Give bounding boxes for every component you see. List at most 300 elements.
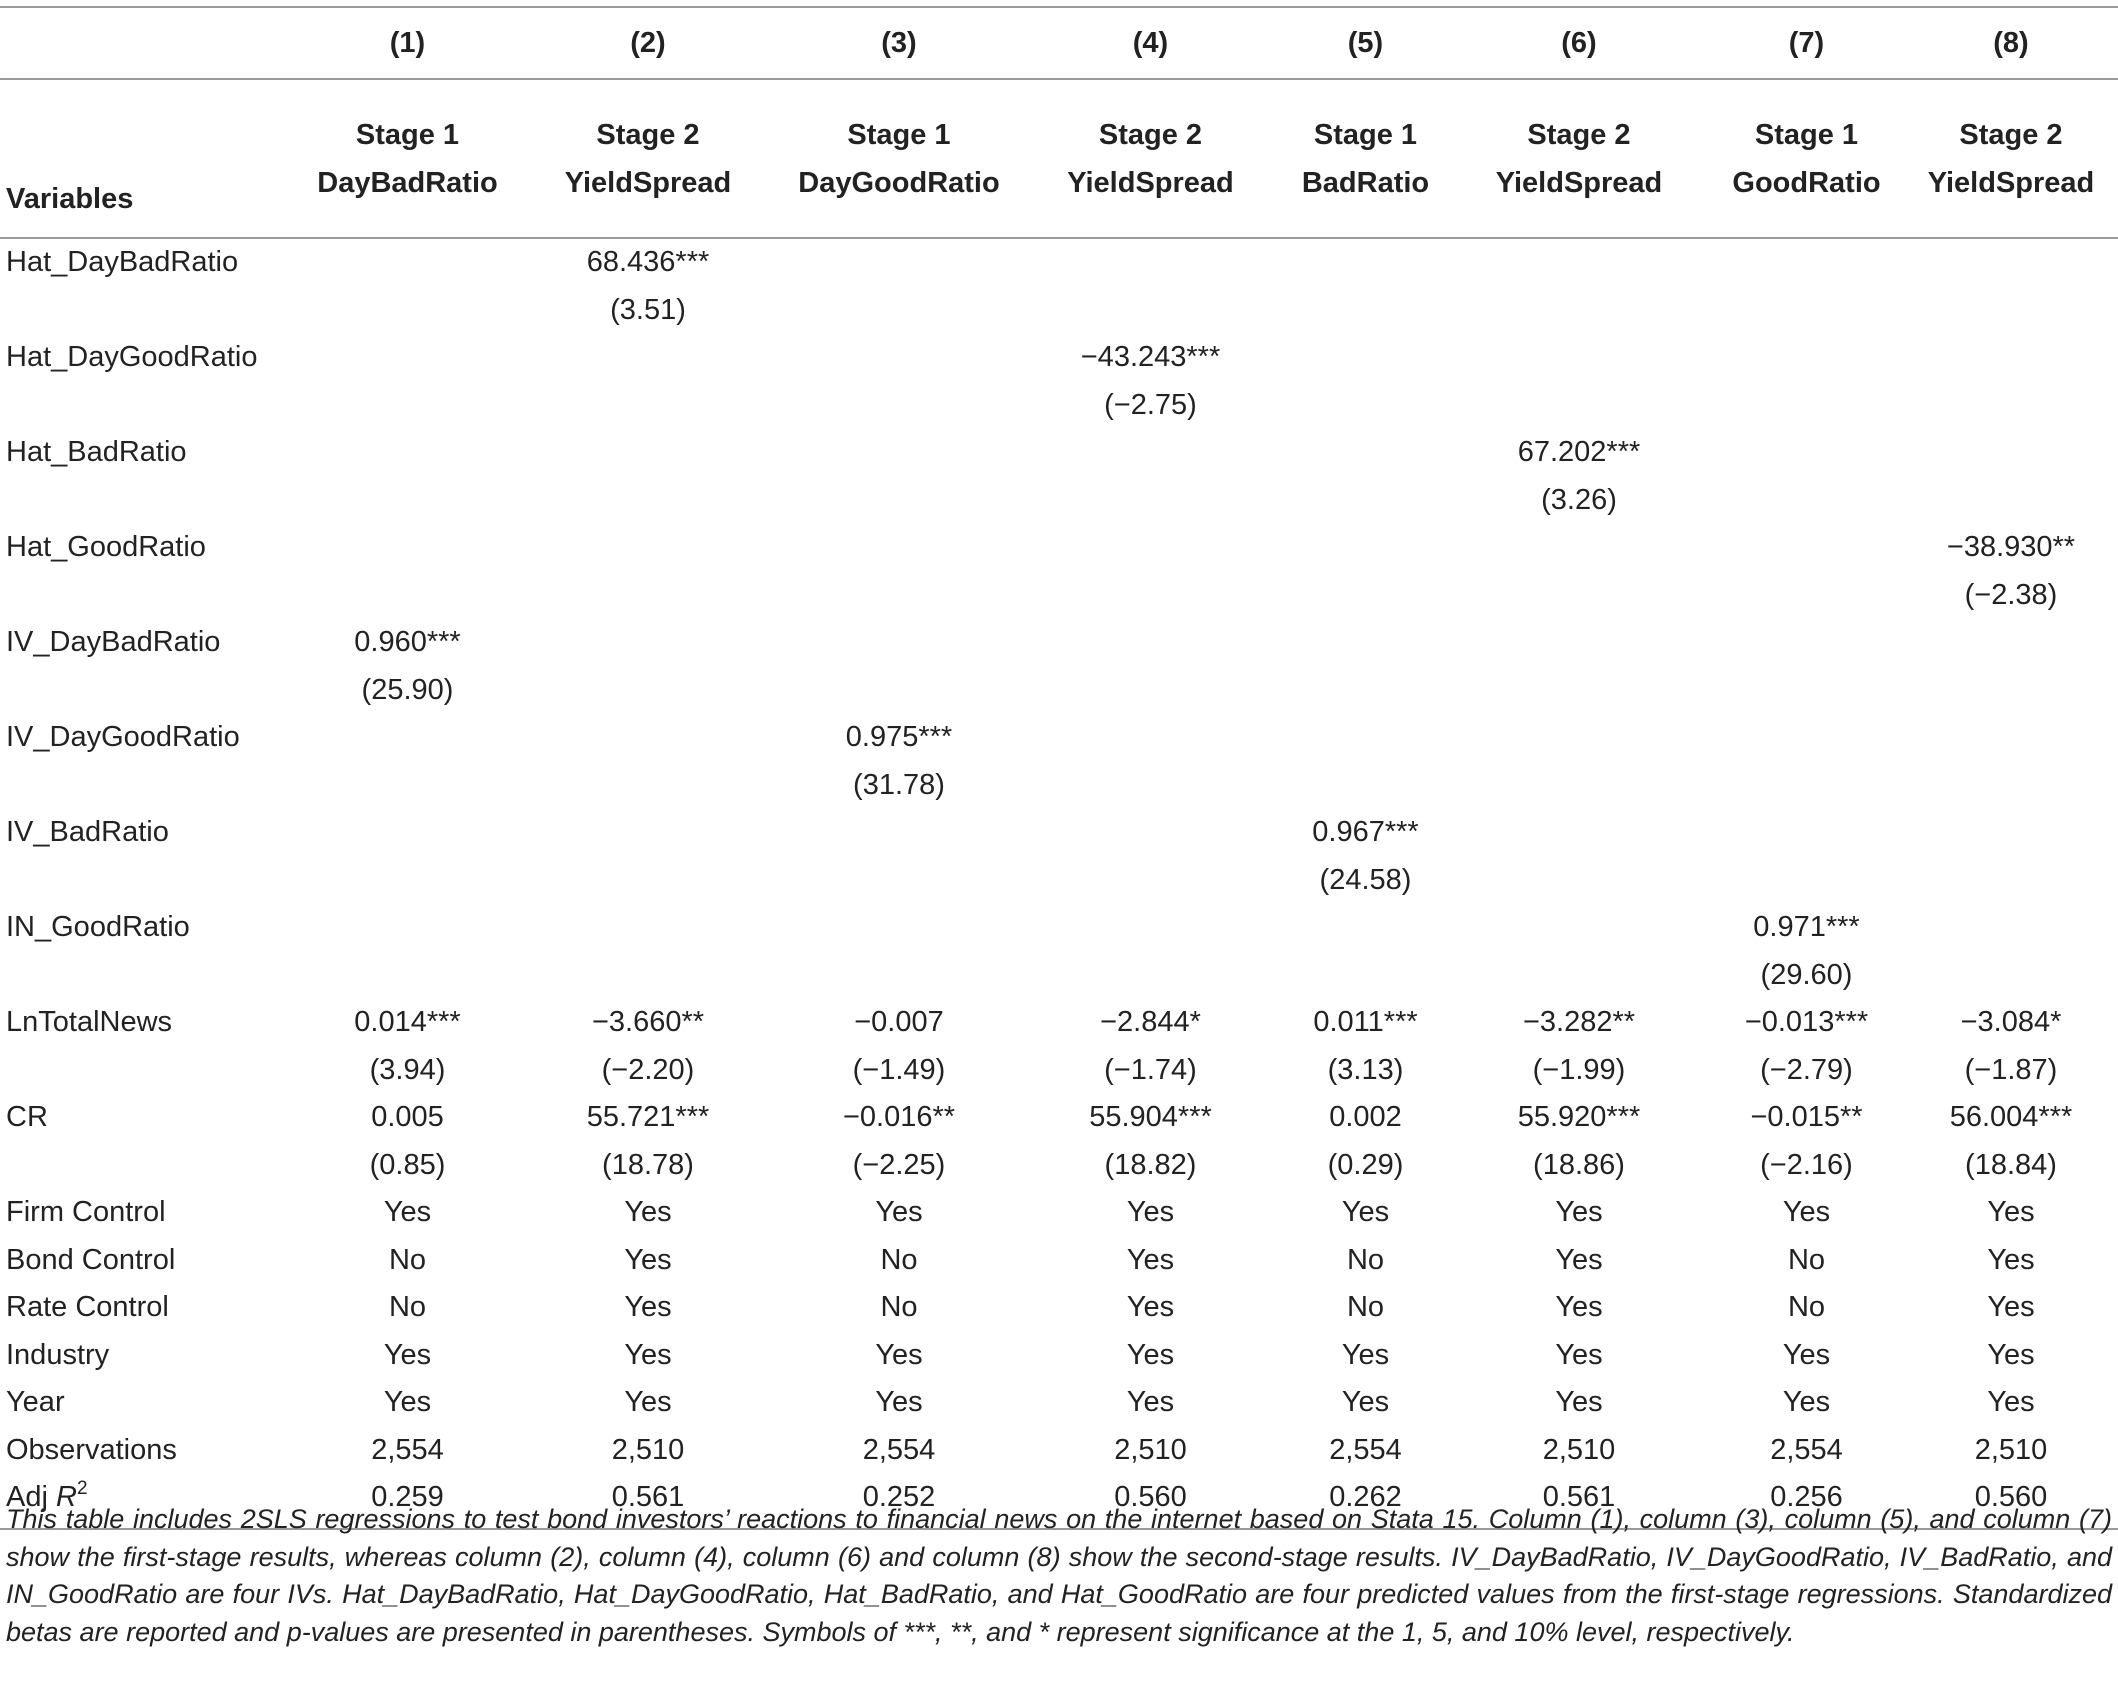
statistic-cell xyxy=(1904,477,2118,525)
coefficient-cell xyxy=(1449,714,1709,762)
statistic-cell xyxy=(1904,762,2118,810)
control-cell: Yes xyxy=(1782,1338,1831,1371)
column-stage-label: Stage 2 xyxy=(596,118,700,151)
column-dependent-variable: YieldSpread xyxy=(564,166,732,199)
statistic-row xyxy=(0,287,2118,335)
statistic-cell: (−2.25) xyxy=(852,1148,946,1181)
statistic-cell xyxy=(1709,477,1904,525)
statistic-cell xyxy=(779,857,1019,905)
control-cell: Yes xyxy=(1126,1291,1175,1324)
statistic-cell: (−2.79) xyxy=(1760,1053,1853,1086)
statistic-row xyxy=(0,667,2118,715)
control-cell: Yes xyxy=(383,1196,432,1229)
coefficient-cell xyxy=(779,524,1019,572)
coefficient-cell xyxy=(1904,714,2118,762)
coefficient-cell xyxy=(1019,809,1282,857)
column-stage-label: Stage 2 xyxy=(1959,118,2063,151)
coefficient-cell xyxy=(1019,714,1282,762)
column-header xyxy=(1449,79,1709,238)
statistic-row xyxy=(0,762,2118,810)
control-cell: Yes xyxy=(624,1338,672,1371)
variable-name: Industry xyxy=(6,1338,110,1371)
control-cell: No xyxy=(880,1243,918,1276)
control-cell: Yes xyxy=(1987,1386,2035,1419)
adj-r2-prefix: Adj xyxy=(6,1481,56,1514)
coefficient-cell xyxy=(1904,619,2118,667)
statistic-cell xyxy=(1282,382,1449,430)
coefficient-cell: 0.002 xyxy=(1329,1101,1402,1134)
coefficient-cell xyxy=(1709,524,1904,572)
statistic-cell xyxy=(1019,287,1282,335)
variable-name-blank xyxy=(0,477,298,525)
coefficient-cell xyxy=(517,809,779,857)
adj-r2-cell: 0.262 xyxy=(1282,1474,1449,1529)
coefficient-cell xyxy=(1019,238,1282,287)
control-row xyxy=(0,1427,2118,1475)
column-header xyxy=(517,79,779,238)
coefficient-cell xyxy=(1282,524,1449,572)
statistic-cell xyxy=(1449,572,1709,620)
control-cell: Yes xyxy=(875,1386,923,1419)
statistic-cell: (18.84) xyxy=(1965,1148,2057,1181)
statistic-cell xyxy=(1709,572,1904,620)
variable-name: LnTotalNews xyxy=(6,1006,173,1039)
control-cell: Yes xyxy=(1555,1291,1603,1324)
coefficient-cell xyxy=(298,238,517,287)
coefficient-cell xyxy=(779,334,1019,382)
statistic-cell: (−2.16) xyxy=(1760,1148,1853,1181)
coefficient-row xyxy=(0,1094,2118,1142)
coefficient-cell xyxy=(1019,619,1282,667)
coefficient-row xyxy=(0,334,2118,382)
coefficient-cell xyxy=(1282,714,1449,762)
column-header xyxy=(1709,79,1904,238)
statistic-cell xyxy=(1282,572,1449,620)
statistic-cell xyxy=(1904,857,2118,905)
statistic-cell xyxy=(517,667,779,715)
coefficient-cell xyxy=(1709,238,1904,287)
control-cell: Yes xyxy=(1782,1196,1831,1229)
statistic-cell: (−2.20) xyxy=(601,1053,695,1086)
control-cell: Yes xyxy=(383,1386,432,1419)
coefficient-cell xyxy=(1709,429,1904,477)
column-header-row xyxy=(0,79,2118,238)
control-cell: Yes xyxy=(1555,1338,1603,1371)
statistic-row xyxy=(0,1047,2118,1095)
statistic-row xyxy=(0,382,2118,430)
coefficient-cell: 68.436*** xyxy=(586,246,710,279)
column-number-blank xyxy=(0,8,298,79)
statistic-cell xyxy=(1904,667,2118,715)
coefficient-cell: 0.005 xyxy=(371,1101,444,1134)
statistic-cell xyxy=(1709,382,1904,430)
coefficient-cell xyxy=(779,238,1019,287)
coefficient-cell: −3.084* xyxy=(1960,1006,2062,1039)
adj-r2-variable: R xyxy=(55,1481,77,1514)
control-cell: Yes xyxy=(1987,1243,2035,1276)
statistic-cell xyxy=(1449,762,1709,810)
statistic-row xyxy=(0,1142,2118,1190)
coefficient-cell: −3.660** xyxy=(591,1006,705,1039)
column-number-row xyxy=(0,8,2118,79)
statistic-cell xyxy=(517,572,779,620)
coefficient-cell xyxy=(1449,524,1709,572)
coefficient-cell xyxy=(1449,904,1709,952)
coefficient-cell xyxy=(1904,904,2118,952)
control-row xyxy=(0,1332,2118,1380)
variable-name: Hat_DayBadRatio xyxy=(6,246,239,279)
statistic-cell xyxy=(779,572,1019,620)
control-cell: Yes xyxy=(624,1196,672,1229)
variable-name-blank xyxy=(0,952,298,1000)
coefficient-cell xyxy=(1449,334,1709,382)
variable-name: IN_GoodRatio xyxy=(6,911,190,944)
column-number: (7) xyxy=(1709,8,1904,79)
coefficient-cell: −2.844* xyxy=(1100,1006,1201,1039)
coefficient-cell xyxy=(779,904,1019,952)
column-header xyxy=(779,79,1019,238)
coefficient-cell xyxy=(1282,334,1449,382)
column-number: (2) xyxy=(517,8,779,79)
adj-r2-cell: 0.259 xyxy=(298,1474,517,1529)
statistic-row xyxy=(0,857,2118,905)
variables-header: Variables xyxy=(0,79,298,238)
adj-r2-cell: 0.560 xyxy=(1904,1474,2118,1529)
adj-r2-superscript: 2 xyxy=(76,1477,88,1499)
control-cell: Yes xyxy=(1555,1196,1603,1229)
coefficient-cell: 0.014*** xyxy=(354,1006,461,1039)
coefficient-cell xyxy=(1019,429,1282,477)
coefficient-cell: 0.975*** xyxy=(845,721,953,754)
column-header xyxy=(1904,79,2118,238)
control-cell: Yes xyxy=(875,1196,923,1229)
control-cell: No xyxy=(1787,1243,1826,1276)
statistic-cell: (0.85) xyxy=(369,1148,446,1181)
variable-name: Hat_BadRatio xyxy=(6,436,187,469)
control-cell: No xyxy=(388,1243,427,1276)
statistic-cell xyxy=(298,572,517,620)
column-dependent-variable: YieldSpread xyxy=(1495,166,1663,199)
control-row xyxy=(0,1189,2118,1237)
adj-r2-cell: 0.560 xyxy=(1019,1474,1282,1529)
column-stage-label: Stage 2 xyxy=(1098,118,1203,151)
variable-name: Year xyxy=(6,1386,65,1419)
coefficient-cell: −0.016** xyxy=(842,1101,956,1134)
coefficient-cell xyxy=(298,904,517,952)
statistic-cell: (3.94) xyxy=(369,1053,446,1086)
statistic-cell: (18.86) xyxy=(1533,1148,1625,1181)
control-cell: Yes xyxy=(624,1291,672,1324)
statistic-cell xyxy=(1019,477,1282,525)
statistic-cell xyxy=(1904,382,2118,430)
statistic-cell xyxy=(298,287,517,335)
column-number: (8) xyxy=(1904,8,2118,79)
statistic-cell: (24.58) xyxy=(1319,863,1412,896)
control-cell: No xyxy=(1787,1291,1826,1324)
coefficient-cell xyxy=(1904,809,2118,857)
statistic-cell: (−2.75) xyxy=(1104,388,1197,421)
statistic-cell: (−2.38) xyxy=(1964,578,2058,611)
statistic-cell xyxy=(1449,382,1709,430)
variable-name: Hat_GoodRatio xyxy=(6,531,206,564)
statistic-cell xyxy=(779,952,1019,1000)
adj-r2-cell: 0.561 xyxy=(1449,1474,1709,1529)
variable-name: IV_BadRatio xyxy=(6,816,169,849)
column-stage-label: Stage 1 xyxy=(355,118,460,151)
coefficient-cell xyxy=(1709,334,1904,382)
control-cell: Yes xyxy=(1341,1386,1390,1419)
coefficient-cell xyxy=(1904,238,2118,287)
coefficient-cell: 55.721*** xyxy=(586,1101,710,1134)
coefficient-cell: −3.282** xyxy=(1522,1006,1636,1039)
coefficient-cell xyxy=(1709,714,1904,762)
statistic-cell xyxy=(1019,667,1282,715)
variable-name-blank xyxy=(0,857,298,905)
control-cell: 2,554 xyxy=(862,1433,936,1466)
coefficient-cell xyxy=(779,809,1019,857)
statistic-cell: (0.29) xyxy=(1327,1148,1404,1181)
statistic-cell xyxy=(1019,762,1282,810)
coefficient-cell xyxy=(1709,619,1904,667)
variable-name: Observations xyxy=(6,1433,177,1466)
coefficient-row xyxy=(0,619,2118,667)
coefficient-cell xyxy=(517,524,779,572)
control-cell: No xyxy=(880,1291,918,1324)
control-cell: 2,510 xyxy=(1114,1433,1187,1466)
coefficient-cell xyxy=(1019,524,1282,572)
control-cell: Yes xyxy=(1126,1243,1175,1276)
control-cell: 2,554 xyxy=(1329,1433,1402,1466)
statistic-cell: (−1.87) xyxy=(1964,1053,2058,1086)
adj-r2-cell: 0.256 xyxy=(1709,1474,1904,1529)
variable-name-blank xyxy=(0,287,298,335)
statistic-cell xyxy=(517,382,779,430)
statistic-cell xyxy=(1449,952,1709,1000)
coefficient-row xyxy=(0,714,2118,762)
statistic-cell: (3.26) xyxy=(1541,483,1617,516)
statistic-cell xyxy=(517,477,779,525)
statistic-cell: (18.82) xyxy=(1104,1148,1197,1181)
statistic-row xyxy=(0,572,2118,620)
table-footnote: This table includes 2SLS regressions to test bond investors’ reactions to financial news on the internet based on Stata 15. Column (1), column (3), column (5), and column (7) show the first-stage results, whereas column (2), column (4), column (6) and column (8) show the second-stage results. IV_DayBadRatio, IV_DayGoodRatio, IV_BadRatio, and IN_GoodRatio are four IVs. Hat_DayBadRatio, Hat_DayGoodRatio, Hat_BadRatio, and Hat_GoodRatio are four predicted values from the first-stage regressions. Standardized betas are reported and p-values are presented in parentheses. Symbols of ***, **, and * represent significance at the 1, 5, and 10% level, respectively. xyxy=(6,1504,2112,1647)
statistic-cell: (18.78) xyxy=(602,1148,694,1181)
coefficient-cell: 55.904*** xyxy=(1089,1101,1212,1134)
control-cell: Yes xyxy=(1987,1291,2035,1324)
coefficient-cell xyxy=(1709,809,1904,857)
coefficient-cell: −43.243*** xyxy=(1080,341,1221,374)
table-body xyxy=(0,238,2118,1529)
statistic-cell xyxy=(1449,667,1709,715)
statistic-cell xyxy=(1709,287,1904,335)
variable-name-blank xyxy=(0,1047,298,1095)
control-row xyxy=(0,1379,2118,1427)
statistic-cell xyxy=(298,952,517,1000)
variable-name-blank xyxy=(0,382,298,430)
column-header xyxy=(1282,79,1449,238)
column-dependent-variable: BadRatio xyxy=(1301,166,1430,199)
coefficient-cell xyxy=(1904,334,2118,382)
coefficient-cell xyxy=(1449,619,1709,667)
control-cell: Yes xyxy=(624,1386,672,1419)
control-cell: 2,510 xyxy=(1974,1433,2048,1466)
coefficient-cell xyxy=(779,429,1019,477)
coefficient-row xyxy=(0,809,2118,857)
statistic-cell xyxy=(298,857,517,905)
statistic-cell: (25.90) xyxy=(361,673,454,706)
coefficient-cell xyxy=(517,429,779,477)
statistic-cell xyxy=(298,382,517,430)
coefficient-row xyxy=(0,904,2118,952)
control-cell: 2,510 xyxy=(611,1433,685,1466)
statistic-cell xyxy=(298,762,517,810)
control-cell: Yes xyxy=(1555,1243,1603,1276)
statistic-cell: (3.13) xyxy=(1327,1053,1404,1086)
coefficient-cell xyxy=(1449,238,1709,287)
coefficient-cell xyxy=(298,524,517,572)
control-cell: Yes xyxy=(1126,1196,1175,1229)
column-number: (4) xyxy=(1019,8,1282,79)
variable-name-blank xyxy=(0,1142,298,1190)
control-cell: Yes xyxy=(1126,1386,1175,1419)
statistic-cell: (3.51) xyxy=(610,293,686,326)
coefficient-cell xyxy=(779,619,1019,667)
coefficient-cell: 0.971*** xyxy=(1753,911,1860,944)
column-dependent-variable: YieldSpread xyxy=(1067,166,1234,199)
column-dependent-variable: DayBadRatio xyxy=(317,166,498,199)
statistic-cell xyxy=(1282,477,1449,525)
column-stage-label: Stage 1 xyxy=(1313,118,1418,151)
statistic-cell xyxy=(1282,762,1449,810)
variable-name: Rate Control xyxy=(6,1291,169,1324)
column-number: (5) xyxy=(1282,8,1449,79)
adj-r2-cell: 0.561 xyxy=(517,1474,779,1529)
coefficient-cell xyxy=(517,619,779,667)
control-row xyxy=(0,1237,2118,1285)
control-row xyxy=(0,1284,2118,1332)
statistic-cell xyxy=(779,287,1019,335)
regression-table xyxy=(0,6,2118,1530)
coefficient-cell: 0.967*** xyxy=(1312,816,1419,849)
coefficient-cell xyxy=(1449,809,1709,857)
statistic-cell: (31.78) xyxy=(853,768,945,801)
statistic-cell xyxy=(779,477,1019,525)
column-stage-label: Stage 2 xyxy=(1527,118,1631,151)
control-cell: Yes xyxy=(1987,1196,2035,1229)
coefficient-row xyxy=(0,999,2118,1047)
control-cell: No xyxy=(1346,1243,1385,1276)
column-number: (1) xyxy=(298,8,517,79)
variable-name: Bond Control xyxy=(6,1243,176,1276)
statistic-cell xyxy=(1282,667,1449,715)
statistic-row xyxy=(0,952,2118,1000)
statistic-cell xyxy=(517,762,779,810)
coefficient-cell xyxy=(517,714,779,762)
column-number: (6) xyxy=(1449,8,1709,79)
coefficient-cell xyxy=(298,334,517,382)
column-stage-label: Stage 1 xyxy=(847,118,951,151)
coefficient-cell: −0.015** xyxy=(1750,1101,1863,1134)
statistic-cell: (−1.99) xyxy=(1532,1053,1626,1086)
coefficient-cell xyxy=(298,429,517,477)
column-dependent-variable: YieldSpread xyxy=(1927,166,2095,199)
coefficient-cell: 67.202*** xyxy=(1517,436,1641,469)
statistic-cell xyxy=(1449,857,1709,905)
coefficient-cell xyxy=(1904,429,2118,477)
variable-name: Firm Control xyxy=(6,1196,166,1229)
statistic-cell xyxy=(1282,287,1449,335)
coefficient-cell: 55.920*** xyxy=(1517,1101,1641,1134)
coefficient-cell xyxy=(1282,429,1449,477)
statistic-cell xyxy=(1019,572,1282,620)
coefficient-cell xyxy=(517,334,779,382)
statistic-cell xyxy=(1282,952,1449,1000)
column-stage-label: Stage 1 xyxy=(1754,118,1859,151)
coefficient-cell: −0.013*** xyxy=(1744,1006,1869,1039)
coefficient-cell: −0.007 xyxy=(854,1006,944,1039)
statistic-cell: (29.60) xyxy=(1760,958,1853,991)
statistic-cell xyxy=(1449,287,1709,335)
statistic-row xyxy=(0,477,2118,525)
coefficient-cell: 0.960*** xyxy=(354,626,461,659)
variable-name-blank xyxy=(0,667,298,715)
control-cell: Yes xyxy=(1341,1196,1390,1229)
coefficient-cell xyxy=(1282,238,1449,287)
coefficient-cell: −38.930** xyxy=(1946,531,2076,564)
control-cell: Yes xyxy=(1555,1386,1603,1419)
control-cell: 2,554 xyxy=(371,1433,444,1466)
variable-name: Hat_DayGoodRatio xyxy=(6,341,258,374)
coefficient-row xyxy=(0,524,2118,572)
statistic-cell xyxy=(517,952,779,1000)
column-number: (3) xyxy=(779,8,1019,79)
control-cell: Yes xyxy=(1987,1338,2035,1371)
control-cell: Yes xyxy=(875,1338,923,1371)
statistic-cell xyxy=(779,382,1019,430)
coefficient-cell xyxy=(517,904,779,952)
control-cell: 2,554 xyxy=(1770,1433,1843,1466)
statistic-cell xyxy=(1904,287,2118,335)
control-cell: No xyxy=(388,1291,427,1324)
coefficient-row xyxy=(0,429,2118,477)
coefficient-cell xyxy=(1019,904,1282,952)
statistic-cell xyxy=(1709,667,1904,715)
column-header xyxy=(1019,79,1282,238)
control-cell: Yes xyxy=(1782,1386,1831,1419)
statistic-cell xyxy=(298,477,517,525)
variable-name: IV_DayBadRatio xyxy=(6,626,221,659)
statistic-cell xyxy=(1019,952,1282,1000)
coefficient-cell xyxy=(298,714,517,762)
variable-name: IV_DayGoodRatio xyxy=(6,721,240,754)
column-header xyxy=(298,79,517,238)
coefficient-cell xyxy=(298,809,517,857)
statistic-cell xyxy=(779,667,1019,715)
statistic-cell xyxy=(1019,857,1282,905)
control-cell: Yes xyxy=(383,1338,432,1371)
statistic-cell xyxy=(1904,952,2118,1000)
coefficient-cell xyxy=(1282,904,1449,952)
coefficient-cell xyxy=(1282,619,1449,667)
variable-name: CR xyxy=(6,1101,48,1134)
statistic-cell xyxy=(517,857,779,905)
variable-name-blank xyxy=(0,572,298,620)
variable-name-blank xyxy=(0,762,298,810)
adj-r2-cell: 0.252 xyxy=(779,1474,1019,1529)
column-dependent-variable: GoodRatio xyxy=(1732,166,1881,199)
control-cell: 2,510 xyxy=(1542,1433,1616,1466)
statistic-cell xyxy=(1709,857,1904,905)
statistic-cell: (−1.74) xyxy=(1104,1053,1197,1086)
